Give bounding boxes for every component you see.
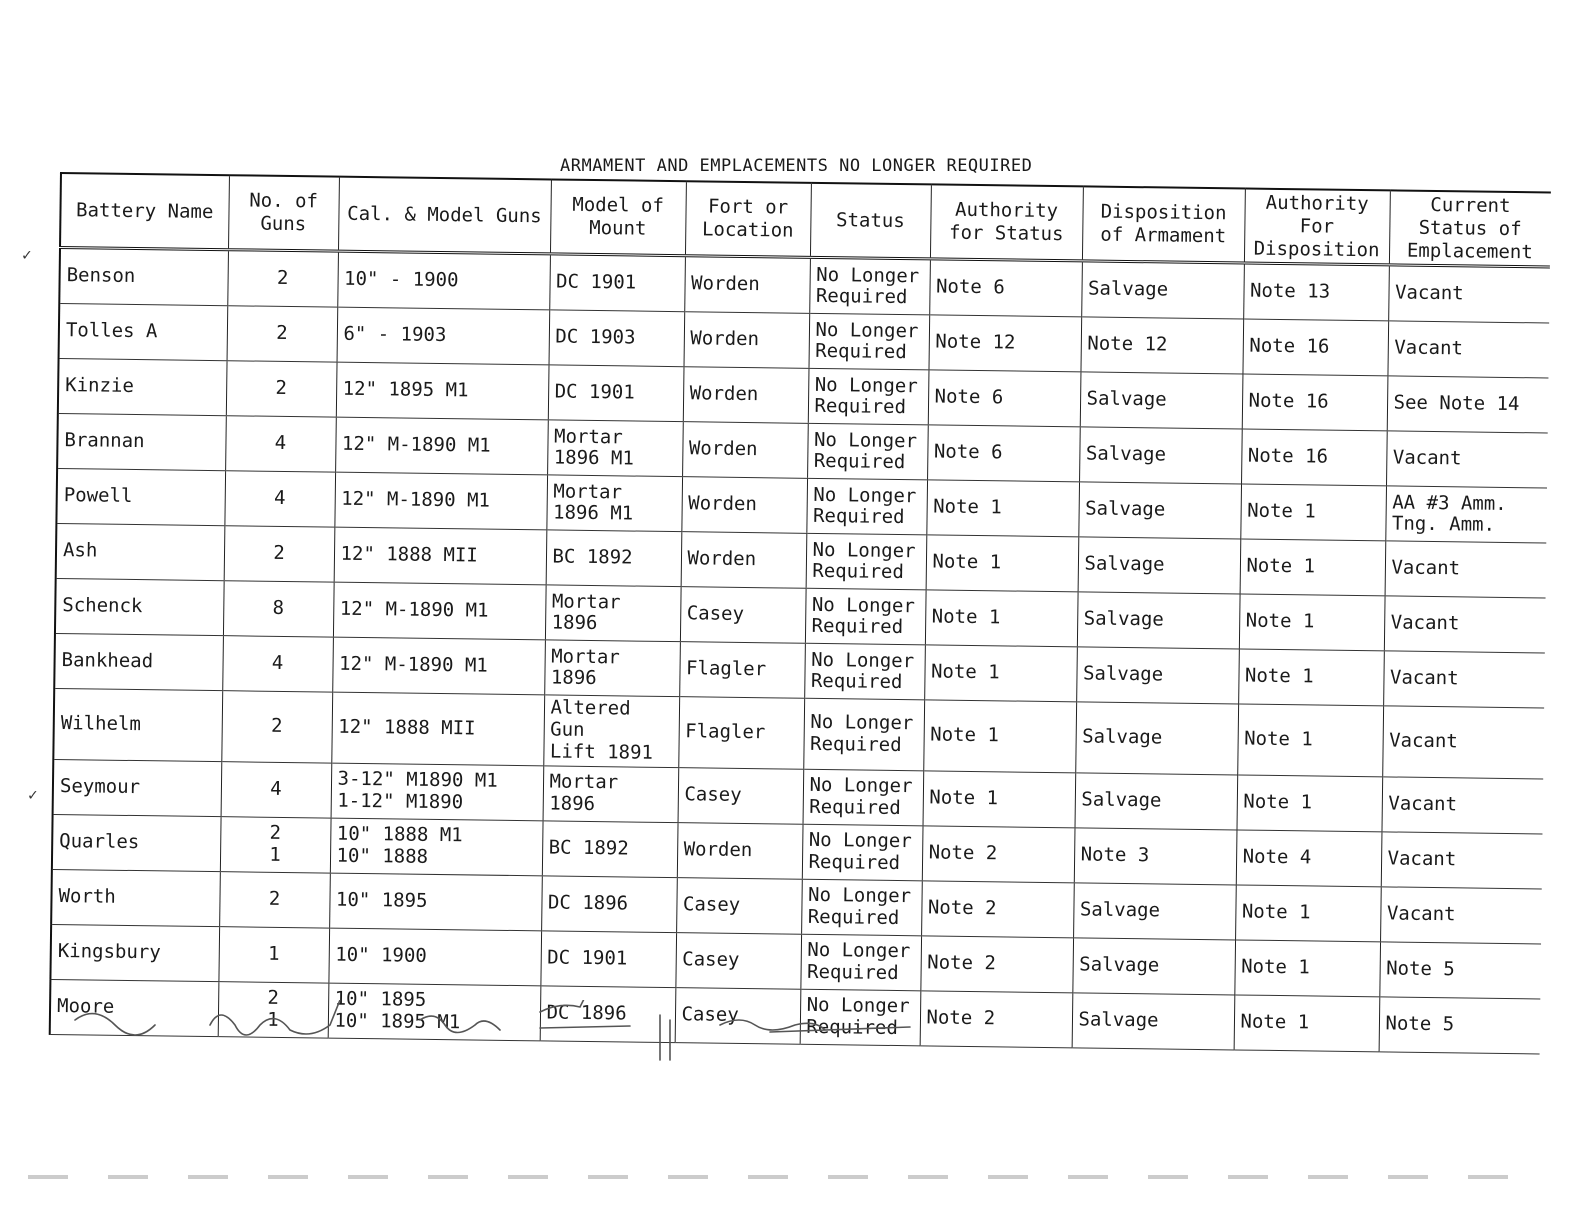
column-header-caliber-model: Cal. & Model Guns [338,177,551,255]
mount-cell [541,876,677,933]
caliber-line: 10" 1895 [334,987,427,1011]
authority-status-cell: Note 1 [923,771,1076,828]
mount-line: 1896 M1 [552,501,634,525]
authority-disposition-cell: Note 1 [1239,594,1385,651]
status-cell [804,644,925,701]
status-cell [808,369,929,426]
authority-status-cell: Note 6 [928,370,1081,427]
caliber-line: 3-12" M1890 M1 [337,767,498,792]
mount-line: DC 1896 [546,1001,627,1025]
page-title: ARMAMENT AND EMPLACEMENTS NO LONGER REQUIRED [560,156,1033,176]
authority-disposition-cell: Note 16 [1242,319,1388,376]
no-of-guns-cell [219,872,330,928]
check-mark-icon: ✓ [28,785,38,804]
status-line: Required [812,560,904,584]
disposition-cell: Note 12 [1080,317,1243,374]
status-line: No Longer [806,993,910,1018]
caliber-line: 10" - 1900 [343,268,459,292]
current-status-line: See Note 14 [1393,391,1520,416]
status-line: Required [809,795,901,819]
caliber-cell [332,638,545,696]
current-status-line: Vacant [1394,336,1464,360]
fort-cell: Casey [676,878,802,935]
authority-disposition-cell: Note 13 [1243,263,1389,321]
disposition-cell: Salvage [1075,702,1238,775]
column-header-authority-for-disposition: Authority For Disposition [1244,189,1390,266]
no-of-guns-cell [227,250,338,307]
no-of-guns-line: 1 [267,1008,279,1031]
page-edge-dashes [28,1175,1528,1179]
battery-name-cell: Moore [50,979,219,1036]
handwriting-scribble [70,1000,930,1070]
disposition-cell: Salvage [1073,883,1236,940]
current-status-cell [1379,942,1541,999]
current-status-cell [1382,706,1544,779]
table-body [50,248,1550,1054]
battery-name-cell: Powell [56,469,225,526]
no-of-guns-cell [221,691,332,763]
column-header-authority-for-status: Authority for Status [930,184,1083,261]
current-status-line: Note 5 [1386,957,1455,981]
disposition-cell: Salvage [1072,993,1235,1050]
caliber-line: 10" 1900 [335,943,427,967]
status-line: Required [806,1015,899,1039]
authority-status-cell: Note 1 [925,590,1078,647]
status-cell [807,424,928,481]
fort-cell: Worden [681,532,807,589]
no-of-guns-line: 4 [270,777,282,800]
battery-name-cell: Tolles A [59,304,228,361]
mount-cell [546,530,682,587]
mount-line: BC 1892 [548,836,629,860]
authority-status-cell: Note 1 [926,480,1079,537]
status-line: No Longer [813,428,918,452]
caliber-cell [334,473,547,531]
caliber-line: 12" 1888 MII [340,543,478,567]
caliber-line: 12" M-1890 M1 [341,488,491,513]
status-line: No Longer [811,648,915,672]
status-line: No Longer [816,263,920,287]
current-status-cell [1385,541,1547,598]
mount-line: Mortar [551,590,621,613]
caliber-line: 1-12" M1890 [337,789,464,814]
caliber-cell [333,583,546,641]
current-status-cell [1381,777,1543,834]
fort-cell: Casey [678,768,804,825]
current-status-line: Vacant [1390,611,1460,635]
current-status-line: Vacant [1389,729,1458,753]
status-cell [803,769,924,826]
mount-cell [543,695,679,767]
mount-cell [547,420,683,477]
authority-status-cell: Note 6 [927,425,1080,482]
no-of-guns-line: 4 [271,652,284,675]
disposition-cell: Salvage [1075,773,1238,830]
status-line: No Longer [815,318,919,342]
mount-cell [545,585,681,642]
status-line: No Longer [811,593,915,617]
status-line: Required [815,340,907,364]
mount-cell [549,310,685,367]
no-of-guns-cell [224,526,335,582]
authority-disposition-cell: Note 1 [1240,484,1386,541]
status-line: Required [812,505,905,529]
current-status-cell [1379,997,1541,1054]
no-of-guns-line: 2 [270,715,283,738]
mount-cell [546,475,682,532]
mount-line: Lift 1891 [549,740,654,764]
fort-cell: Worden [681,477,807,534]
mount-line: Altered Gun [550,696,631,742]
mount-line: Mortar [549,770,619,794]
caliber-cell [330,818,543,876]
mount-line: BC 1892 [552,545,633,569]
no-of-guns-line: 2 [269,821,282,845]
mount-cell [543,766,679,823]
disposition-cell: Note 3 [1074,828,1237,885]
battery-name-cell: Worth [51,869,220,926]
no-of-guns-cell [225,416,336,472]
status-cell [805,589,926,646]
authority-disposition-cell: Note 1 [1236,775,1382,832]
fort-cell: Worden [684,256,810,314]
no-of-guns-line: 8 [272,597,285,620]
handwritten-annotation [70,1000,930,1070]
caliber-cell [335,418,548,476]
fort-cell: Worden [682,422,808,479]
caliber-cell [336,363,549,421]
fort-cell: Casey [675,988,801,1045]
column-header-no-of-guns: No. of Guns [228,175,339,251]
status-line: Required [810,670,903,694]
status-line: No Longer [814,373,918,397]
authority-disposition-cell: Note 1 [1234,995,1380,1052]
battery-name-cell: Wilhelm [53,689,222,762]
current-status-cell [1388,265,1550,323]
check-mark-icon: ✓ [22,245,32,264]
caliber-cell [329,873,542,931]
authority-disposition-cell: Note 1 [1235,885,1381,942]
authority-disposition-cell: Note 16 [1241,429,1387,486]
no-of-guns-line: 2 [276,322,288,345]
status-cell [806,479,927,536]
mount-line: DC 1896 [547,891,629,915]
current-status-cell [1383,651,1545,708]
current-status-line: Vacant [1392,446,1462,470]
current-status-line: Vacant [1389,666,1459,690]
armament-table-container [49,172,1550,1054]
current-status-line: Tng. Amm. [1391,512,1496,537]
authority-status-cell: Note 12 [928,315,1081,372]
current-status-cell [1385,486,1547,543]
status-line: Required [806,960,899,984]
authority-status-cell: Note 2 [920,991,1073,1048]
fort-cell: Worden [677,823,803,880]
mount-line: DC 1903 [555,325,636,350]
mount-cell [549,254,685,312]
current-status-line: AA #3 Amm. [1392,491,1507,515]
status-line: No Longer [807,883,912,908]
mount-line: Mortar [553,425,623,448]
current-status-line: Note 5 [1385,1012,1455,1036]
status-cell [802,824,923,881]
column-header-model-of-mount: Model of Mount [550,179,686,256]
authority-status-cell: Note 2 [921,881,1074,938]
no-of-guns-line: 1 [269,843,281,866]
battery-name-cell: Bankhead [54,634,223,691]
armament-table [49,172,1551,1054]
no-of-guns-cell [227,306,338,362]
no-of-guns-cell [224,471,335,527]
current-status-cell [1380,887,1542,944]
current-status-line: Vacant [1388,792,1458,816]
caliber-cell [331,763,544,821]
disposition-cell: Salvage [1080,372,1243,429]
status-line: Required [808,850,901,874]
disposition-cell: Salvage [1077,592,1240,649]
column-header-battery-name: Battery Name [60,173,229,250]
caliber-line: 10" 1895 [335,888,428,912]
mount-line: 1896 M1 [553,446,635,470]
column-header-current-status: Current Status of Emplacement [1389,190,1551,267]
mount-line: DC 1901 [554,380,635,405]
caliber-line: 10" 1888 [336,844,429,868]
no-of-guns-line: 4 [273,487,286,510]
disposition-cell: Salvage [1081,261,1244,319]
authority-disposition-cell: Note 1 [1238,649,1384,706]
status-cell [808,314,929,371]
status-cell [801,879,922,936]
fort-cell: Flagler [678,697,804,769]
caliber-line: 6" - 1903 [343,323,447,347]
no-of-guns-line: 2 [273,542,285,565]
status-line: Required [809,733,902,757]
disposition-cell: Salvage [1076,647,1239,704]
column-header-status: Status [810,183,931,259]
disposition-cell: Salvage [1072,938,1235,995]
mount-cell [542,821,678,878]
fort-cell: Worden [684,312,810,369]
status-cell [806,534,927,591]
column-header-fort-location: Fort or Location [685,181,811,258]
no-of-guns-cell [221,762,332,818]
no-of-guns-cell [222,636,333,692]
mount-line: DC 1901 [547,946,628,970]
battery-name-cell: Ash [56,524,225,581]
mount-line: Mortar [551,645,620,668]
mount-line: 1896 [549,792,596,815]
mount-cell [540,931,676,988]
caliber-line: 12" 1888 MII [338,715,476,740]
battery-name-cell: Benson [59,248,228,306]
caliber-line: 10" 1895 M1 [334,1009,461,1034]
status-line: Required [814,395,907,419]
authority-disposition-cell: Note 16 [1242,374,1388,431]
current-status-cell [1387,376,1549,433]
mount-line: DC 1901 [555,270,637,295]
mount-line: 1896 [550,666,597,690]
battery-name-cell: Kinzie [58,359,227,416]
no-of-guns-line: 2 [276,267,289,290]
battery-name-cell: Brannan [57,414,226,471]
status-line: No Longer [807,938,911,963]
no-of-guns-line: 2 [267,986,280,1010]
no-of-guns-line: 1 [267,942,280,965]
current-status-cell [1386,431,1548,488]
status-line: Required [813,450,906,474]
battery-name-cell: Kingsbury [50,924,219,981]
status-line: Required [815,285,908,309]
battery-name-cell: Schenck [55,579,224,636]
caliber-cell [328,928,541,986]
authority-status-cell: Note 2 [920,936,1073,993]
status-cell [803,699,924,771]
authority-disposition-cell: Note 1 [1234,940,1380,997]
battery-name-cell: Quarles [52,814,221,871]
authority-status-cell: Note 1 [926,535,1079,592]
status-cell [800,934,921,991]
no-of-guns-line: 2 [268,887,281,910]
no-of-guns-line: 2 [275,377,288,400]
no-of-guns-cell [226,361,337,417]
current-status-line: Vacant [1394,281,1464,305]
fort-cell: Flagler [679,642,805,699]
mount-line: 1896 [551,611,598,635]
fort-cell: Casey [675,933,801,990]
disposition-cell: Salvage [1078,537,1241,594]
current-status-line: Vacant [1387,847,1457,871]
current-status-line: Vacant [1386,902,1456,926]
caliber-cell [337,252,550,311]
current-status-cell [1384,596,1546,653]
caliber-cell [337,308,550,366]
status-line: Required [807,905,900,929]
caliber-line: 10" 1888 M1 [336,822,463,847]
authority-status-cell: Note 1 [923,700,1076,773]
no-of-guns-cell [218,927,329,983]
mount-cell [548,365,684,422]
caliber-line: 12" 1895 M1 [342,378,469,402]
disposition-cell: Salvage [1078,482,1241,539]
fort-cell: Casey [680,587,806,644]
fort-cell: Worden [683,367,809,424]
caliber-cell [334,528,547,586]
no-of-guns-cell [223,581,334,637]
authority-disposition-cell: Note 1 [1237,704,1383,776]
caliber-cell [331,692,544,765]
mount-cell [544,640,680,697]
status-line: No Longer [809,773,913,798]
status-line: No Longer [813,483,917,507]
mount-line: Mortar [553,480,623,503]
current-status-cell [1387,321,1549,378]
caliber-line: 12" M-1890 M1 [341,433,491,458]
status-cell [809,258,930,316]
authority-status-cell: Note 1 [924,645,1077,702]
caliber-line: 12" M-1890 M1 [338,653,488,678]
current-status-line: Vacant [1391,556,1461,580]
authority-disposition-cell: Note 4 [1236,830,1382,887]
authority-disposition-cell: Note 1 [1240,539,1386,596]
status-line: Required [811,615,904,639]
current-status-cell [1381,832,1543,889]
caliber-line: 12" M-1890 M1 [339,598,489,623]
authority-status-cell: Note 6 [929,259,1082,317]
status-line: No Longer [808,828,912,853]
status-line: No Longer [810,711,914,735]
status-line: No Longer [812,538,916,562]
disposition-cell: Salvage [1079,427,1242,484]
column-header-disposition-of-armament: Disposition of Armament [1082,186,1245,263]
battery-name-cell: Seymour [53,759,222,816]
no-of-guns-line: 4 [274,432,287,455]
authority-status-cell: Note 2 [922,826,1075,883]
no-of-guns-cell [220,817,331,873]
